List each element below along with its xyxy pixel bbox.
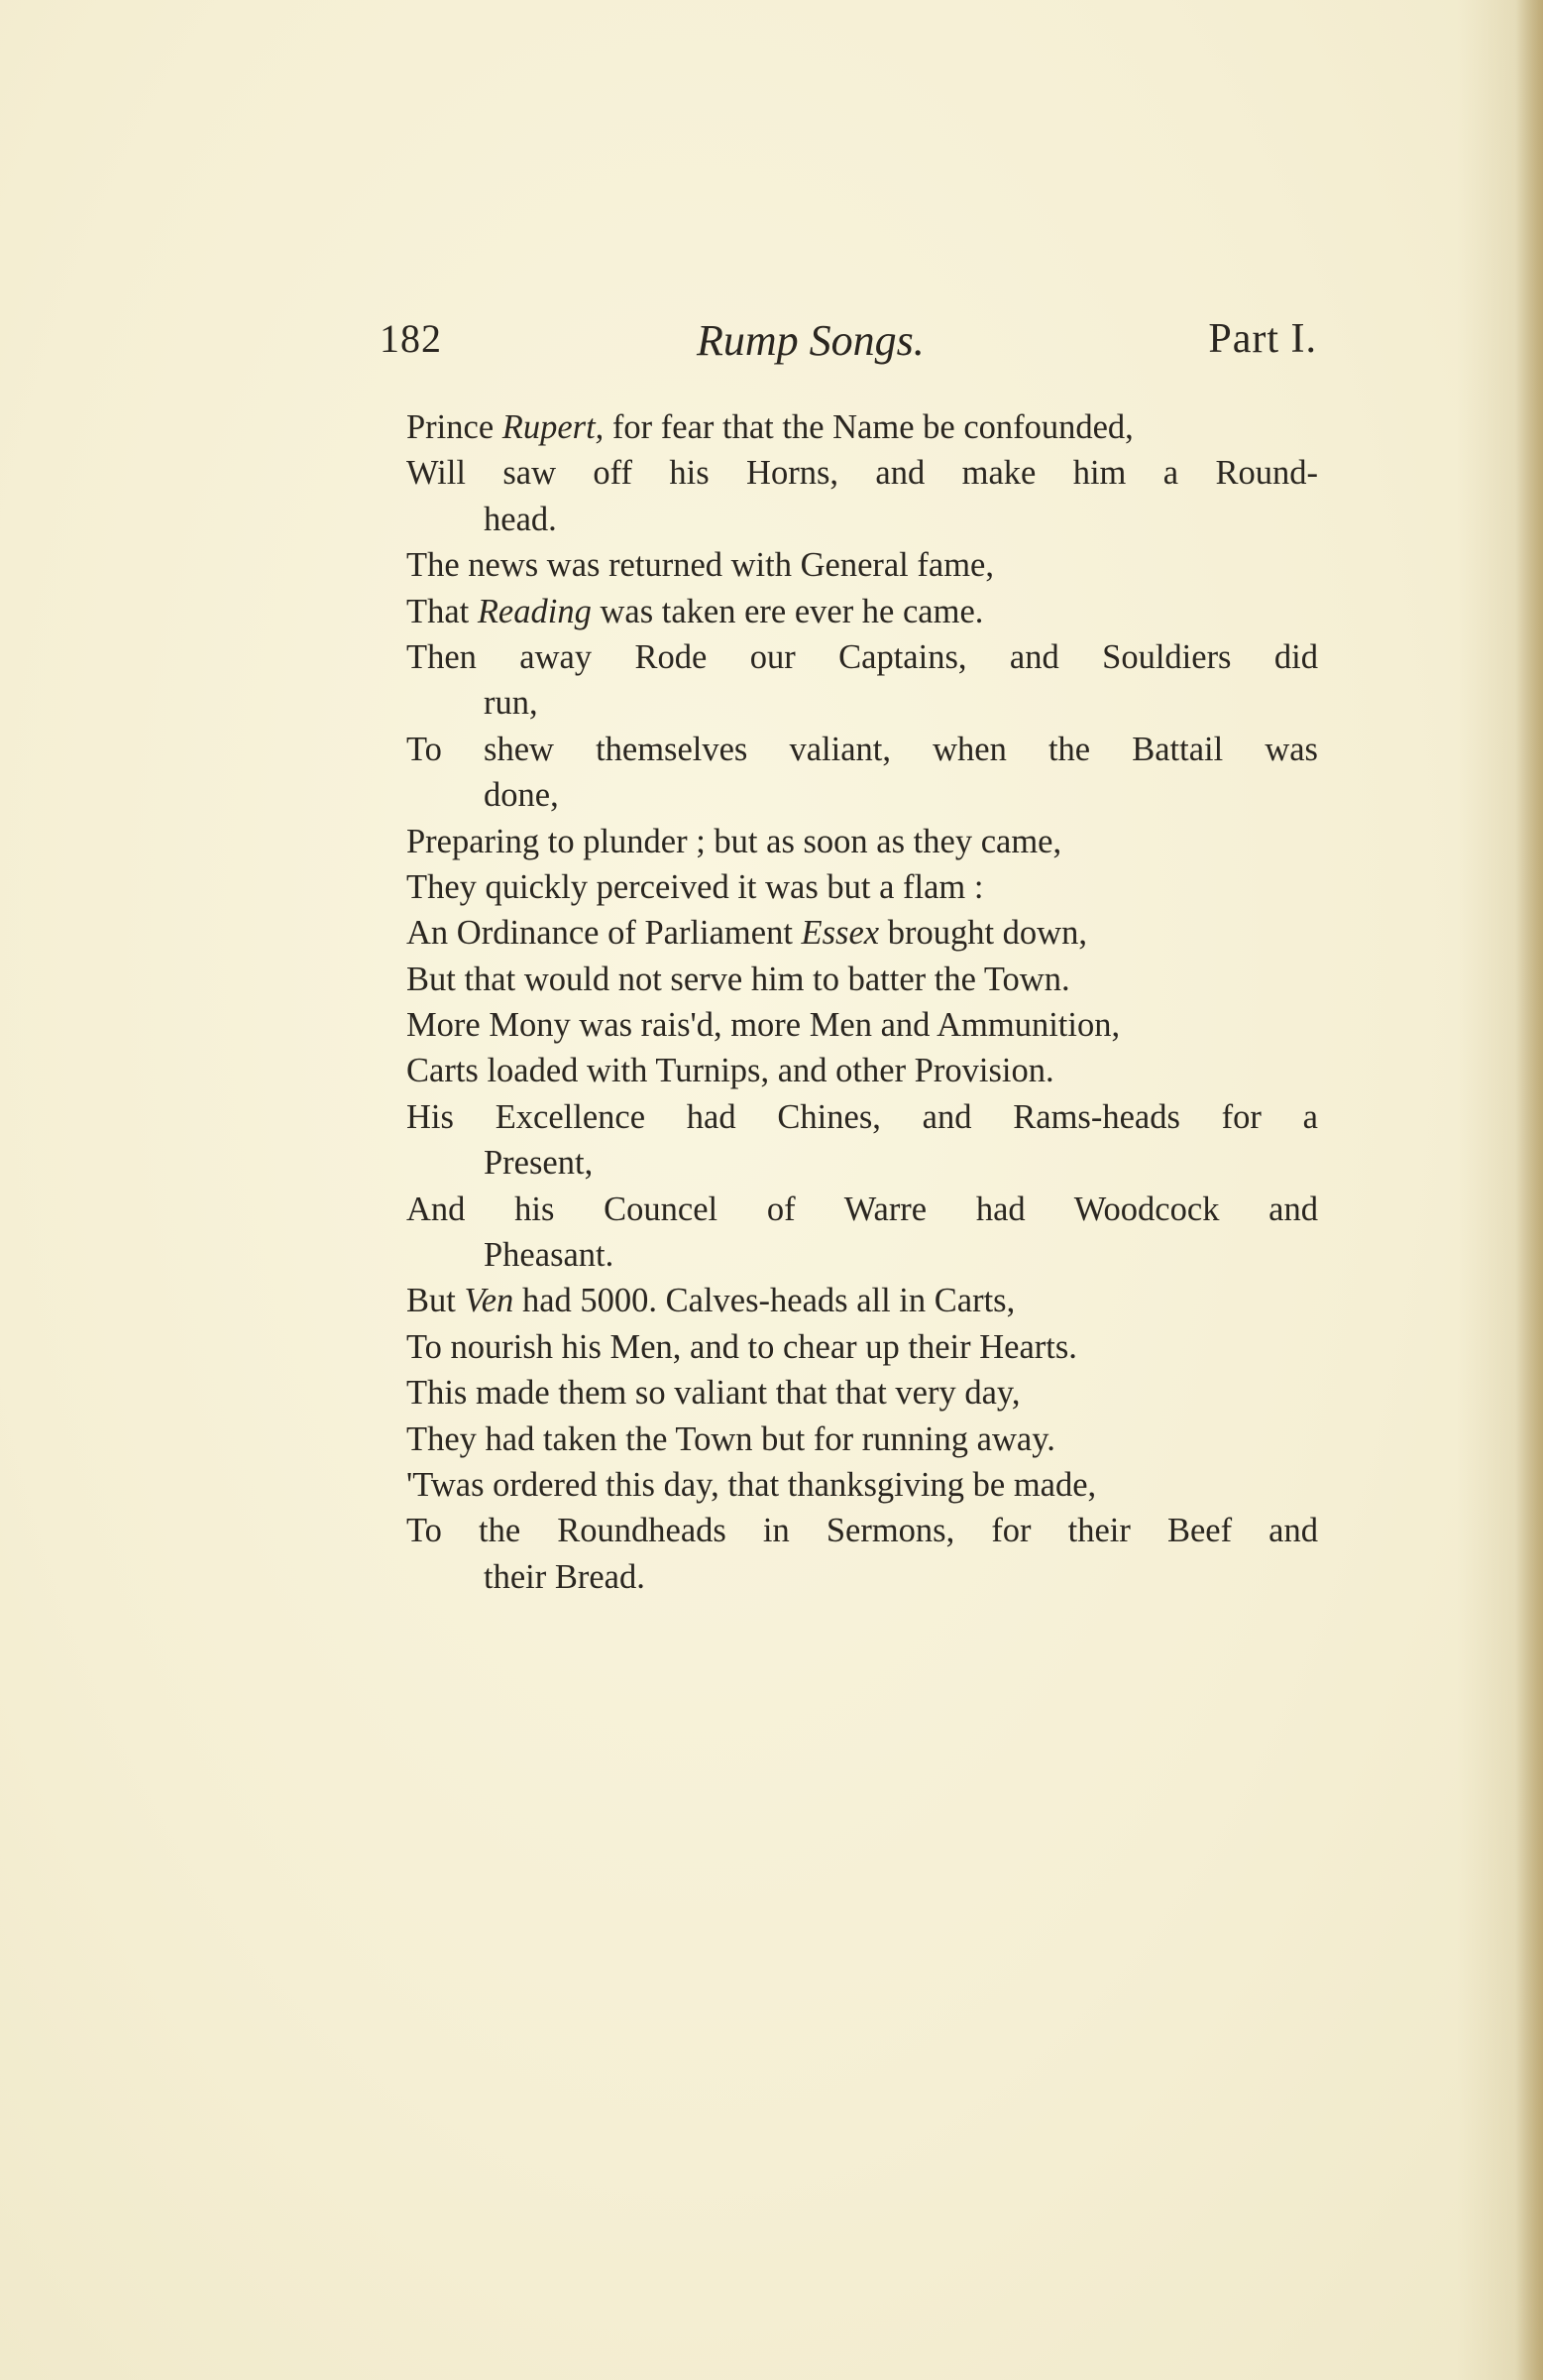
page-header bbox=[380, 315, 1317, 375]
poem-line: Will saw off his Horns, and make him a Round- bbox=[406, 454, 1318, 493]
poem-line-turnover: head. bbox=[484, 500, 557, 538]
part-label: Part I. bbox=[1208, 316, 1317, 362]
poem-line: An Ordinance of Parliament Essex brought down, bbox=[406, 914, 1087, 953]
poem-line-turnover: Present, bbox=[484, 1144, 594, 1183]
poem-line: The news was returned with General fame, bbox=[406, 546, 994, 585]
poem-line-turnover: run, bbox=[484, 684, 538, 723]
page-number: 182 bbox=[380, 316, 442, 361]
poem-line: That Reading was taken ere ever he came. bbox=[406, 592, 984, 630]
poem-line: More Mony was rais'd, more Men and Ammunition, bbox=[406, 1006, 1121, 1045]
poem-line-turnover: their Bread. bbox=[484, 1557, 645, 1596]
page-edge-shadow bbox=[1515, 0, 1543, 2380]
poem-line: To the Roundheads in Sermons, for their Beef and bbox=[406, 1512, 1318, 1550]
poem-line: His Excellence had Chines, and Rams-heads for a bbox=[406, 1097, 1318, 1136]
poem-line: Then away Rode our Captains, and Souldiers did bbox=[406, 637, 1318, 676]
poem-line: 'Twas ordered this day, that thanksgiving be made, bbox=[406, 1465, 1097, 1504]
running-title: Rump Songs. bbox=[697, 316, 925, 365]
poem-line: Prince Rupert, for fear that the Name be confounded, bbox=[406, 408, 1134, 446]
poem-line: And his Councel of Warre had Woodcock and bbox=[406, 1190, 1318, 1228]
poem-line-turnover: done, bbox=[484, 776, 559, 815]
poem-line: But that would not serve him to batter the Town. bbox=[406, 960, 1070, 998]
poem-line: To shew themselves valiant, when the Battail was bbox=[406, 730, 1318, 768]
poem-line: Preparing to plunder ; but as soon as they came, bbox=[406, 822, 1062, 860]
poem-line: To nourish his Men, and to chear up their Hearts. bbox=[406, 1327, 1077, 1366]
poem-line: They quickly perceived it was but a flam : bbox=[406, 867, 984, 906]
poem-line-turnover: Pheasant. bbox=[484, 1236, 614, 1275]
poem-line: Carts loaded with Turnips, and other Provision. bbox=[406, 1052, 1054, 1090]
poem-line: But Ven had 5000. Calves-heads all in Carts, bbox=[406, 1282, 1016, 1320]
poem-text bbox=[406, 404, 1318, 1600]
poem-line: They had taken the Town but for running away. bbox=[406, 1419, 1055, 1458]
poem-line: This made them so valiant that that very day, bbox=[406, 1374, 1021, 1413]
